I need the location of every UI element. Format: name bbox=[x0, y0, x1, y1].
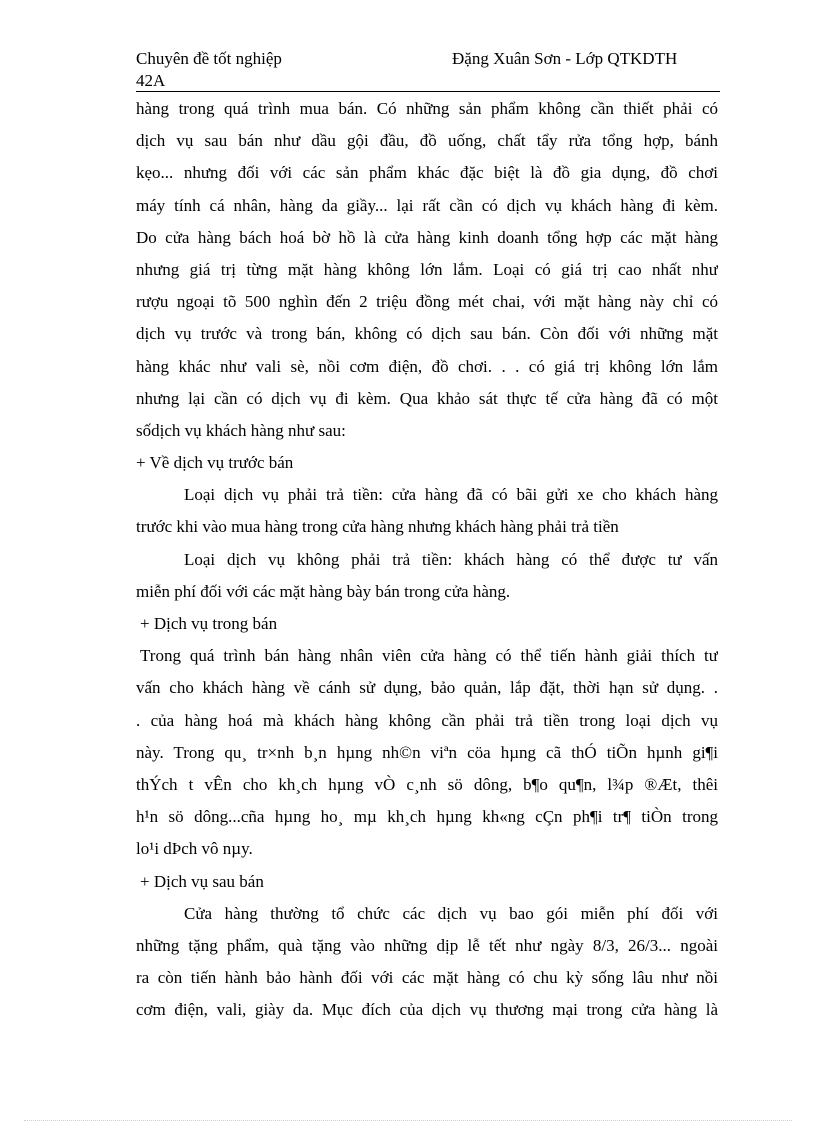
text-line: Cửa hàng thường tổ chức các dịch vụ bao gói miễn phí đối với bbox=[184, 903, 718, 923]
text-line: này. Trong qu¸ tr×nh b¸n hµng nh©n viªn cöa hµng cã thÓ tiÕn hµnh gi¶i bbox=[136, 742, 718, 762]
header-left bbox=[136, 48, 376, 92]
text-line: hàng khác như vali sè, nồi cơm điện, đồ chơi. . . có giá trị không lớn lắm bbox=[136, 356, 718, 376]
text-line: ra còn tiến hành bảo hành đối với các mặt hàng có chu kỳ sống lâu như nồi bbox=[136, 968, 718, 988]
footer-rule bbox=[24, 1120, 792, 1121]
text-line: nhưng giá trị từng mặt hàng không lớn lắm. Loại có giá trị cao nhất như bbox=[136, 259, 718, 279]
body-text bbox=[136, 93, 718, 1026]
section-heading: + Dịch vụ trong bán bbox=[140, 614, 278, 633]
text-line: hàng trong quá trình mua bán. Có những sản phẩm không cần thiết phải có bbox=[136, 99, 718, 118]
text-line: thÝch t vÊn cho kh¸ch hµng vÒ c¸nh sö dông, b¶o qu¶n, l¾p ®Æt, thêi bbox=[136, 774, 718, 794]
text-line: h¹n sö dông...cña hµng ho¸ mµ kh¸ch hµng kh«ng cÇn ph¶i tr¶ tiÒn trong bbox=[136, 807, 718, 827]
text-line: Loại dịch vụ phải trả tiền: cửa hàng đã có bãi gửi xe cho khách hàng bbox=[184, 485, 718, 505]
text-line: cơm điện, vali, giày da. Mục đích của dịch vụ thương mại trong cửa hàng là bbox=[136, 1000, 718, 1020]
text-line: Loại dịch vụ không phải trả tiền: khách hàng có thể được tư vấn bbox=[184, 549, 718, 569]
header-title: Chuyên đề tốt nghiệp bbox=[136, 49, 282, 68]
text-line: trước khi vào mua hàng trong cửa hàng nhưng khách hàng phải trả tiền bbox=[136, 517, 619, 537]
text-line: . của hàng hoá mà khách hàng không cần phải trả tiền trong loại dịch vụ bbox=[136, 710, 718, 730]
text-line: sốdịch vụ khách hàng như sau: bbox=[136, 420, 346, 440]
header-author: Đặng Xuân Sơn - Lớp QTKDTH bbox=[452, 49, 678, 68]
text-line: kẹo... nhưng đối với các sản phẩm khác đặc biệt là đồ gia dụng, đồ chơi bbox=[136, 163, 718, 183]
section-heading: + Về dịch vụ trước bán bbox=[136, 453, 294, 473]
text-line: miễn phí đối với các mặt hàng bày bán trong cửa hàng. bbox=[136, 581, 511, 601]
text-line: nhưng lại cần có dịch vụ đi kèm. Qua khảo sát thực tế cửa hàng đã có một bbox=[136, 388, 718, 408]
text-line: lo¹i dÞch vô nµy. bbox=[136, 839, 253, 859]
text-line: những tặng phẩm, quà tặng vào những dịp lễ tết như ngày 8/3, 26/3... ngoài bbox=[136, 935, 718, 955]
text-line: dịch vụ sau bán như dầu gội đầu, đồ uống, chất tẩy rửa tổng hợp, bánh bbox=[136, 131, 718, 151]
text-line: vấn cho khách hàng về cánh sử dụng, bảo quản, lắp đặt, thời hạn sử dụng. . bbox=[136, 678, 718, 698]
text-line: rượu ngoại tõ 500 nghìn đến 2 triệu đồng mét chai, với mặt hàng này chỉ có bbox=[136, 292, 718, 312]
text-line: dịch vụ trước và trong bán, không có dịch sau bán. Còn đối với những mặt bbox=[136, 324, 718, 344]
header-rule bbox=[136, 91, 720, 92]
text-line: máy tính cá nhân, hàng da giầy... lại rất cần có dịch vụ khách hàng đi kèm. bbox=[136, 195, 718, 215]
section-heading: + Dịch vụ sau bán bbox=[140, 871, 264, 891]
header-class-code: 42A bbox=[136, 71, 166, 90]
text-line: Do cửa hàng bách hoá bờ hồ là cửa hàng kinh doanh tổng hợp các mặt hàng bbox=[136, 227, 718, 247]
text-line: Trong quá trình bán hàng nhân viên cửa hàng có thể tiến hành giải thích tư bbox=[140, 646, 718, 666]
